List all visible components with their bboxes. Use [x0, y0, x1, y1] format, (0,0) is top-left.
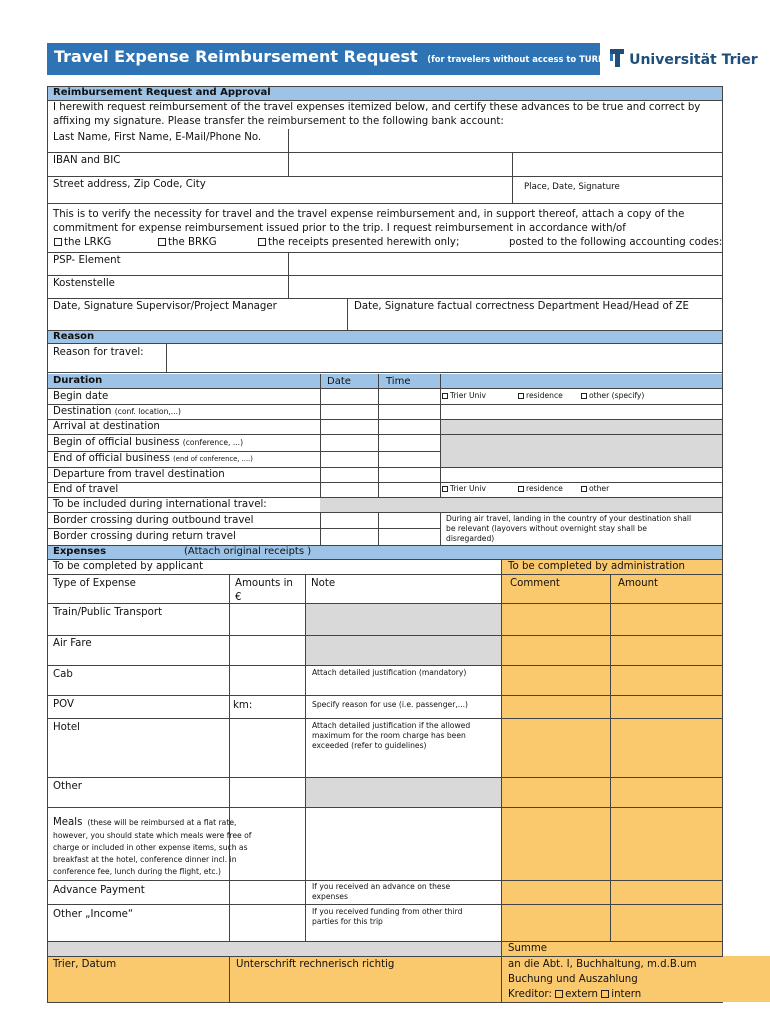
receipts-label: the receipts presented herewith only;: [268, 237, 460, 248]
psp-label: PSP- Element: [53, 255, 121, 266]
advance-note: [312, 882, 450, 902]
extern-checkbox[interactable]: [555, 990, 563, 998]
section-heading-duration-text: Duration: [53, 375, 103, 386]
col-amount: Amount: [618, 578, 659, 589]
section-heading-approval: [47, 86, 723, 100]
section-heading-approval-text: Reimbursement Request and Approval: [53, 87, 271, 98]
footer-fill-extension: [723, 956, 770, 1002]
lrkg-checkbox[interactable]: [54, 238, 62, 246]
col-amounts-line-1: Amounts in: [235, 578, 293, 589]
row-border-outbound: Border crossing during outbound travel: [53, 515, 254, 526]
extern-option[interactable]: [555, 989, 598, 1000]
row-begin-official: [53, 436, 243, 450]
abt-line-2: Buchung und Auszahlung: [508, 974, 638, 985]
air-note-line-3: disregarded): [446, 534, 495, 543]
trier-datum-label: Trier, Datum: [53, 959, 117, 970]
end-trier-checkbox[interactable]: [442, 486, 448, 492]
intern-checkbox[interactable]: [601, 990, 609, 998]
expense-air-fare: Air Fare: [53, 638, 92, 649]
col-type-of-expense: Type of Expense: [53, 578, 136, 589]
expense-meals: [53, 810, 251, 878]
name-field[interactable]: [289, 129, 722, 152]
section-heading-expenses-text: Expenses: [53, 546, 107, 557]
meals-note-line-3: charge or included in other expense items, such as: [53, 843, 248, 852]
row-begin-date: Begin date: [53, 391, 109, 402]
begin-other-option[interactable]: [581, 391, 644, 401]
place-date-signature-label: Place, Date, Signature: [524, 182, 620, 192]
col-amounts-line-2: €: [235, 592, 242, 603]
lrkg-label: the LRKG: [64, 237, 112, 248]
end-other-checkbox[interactable]: [581, 486, 587, 492]
row-destination: [53, 405, 181, 419]
section-heading-expenses: [47, 545, 723, 559]
address-field[interactable]: [289, 177, 512, 203]
option-brkg[interactable]: [158, 236, 217, 250]
destination-label: Destination: [53, 406, 112, 417]
end-residence-option[interactable]: [518, 484, 563, 494]
expense-other: Other: [53, 781, 82, 792]
col-time: Time: [386, 376, 411, 387]
begin-residence-checkbox[interactable]: [518, 393, 524, 399]
extern-label: extern: [565, 989, 598, 1000]
begin-other-checkbox[interactable]: [581, 393, 587, 399]
verify-line-1: This is to verify the necessity for travel and the travel expense reimbursement and, in support thereof, attach a copy of the: [53, 209, 685, 220]
row-international: To be included during international travel:: [53, 499, 267, 510]
grey-note-air: [305, 635, 501, 665]
grey-block-arrival: [440, 419, 723, 434]
pov-note: Specify reason for use (i.e. passenger,...): [312, 700, 468, 709]
pov-km-label: km:: [233, 700, 253, 711]
begin-official-note: (conference, ...): [182, 438, 244, 447]
end-trier-option[interactable]: [442, 484, 486, 493]
expense-pov: POV: [53, 699, 74, 710]
hotel-note: [312, 721, 470, 751]
option-receipts[interactable]: [258, 236, 459, 250]
grey-summe-left: [47, 941, 501, 956]
advance-note-line-2: expenses: [312, 892, 348, 901]
begin-trier-option[interactable]: [442, 391, 486, 400]
abt-line-1: an die Abt. I, Buchhaltung, m.d.B.um: [508, 959, 697, 970]
begin-trier-label: Trier Univ: [450, 391, 486, 400]
end-trier-label: Trier Univ: [450, 484, 486, 493]
expense-other-income: Other „Income“: [53, 909, 134, 920]
expense-train: Train/Public Transport: [53, 607, 163, 618]
begin-trier-checkbox[interactable]: [442, 393, 448, 399]
grey-note-train: [305, 604, 501, 635]
factual-signature-label: Date, Signature factual correctness Department Head/Head of ZE: [354, 301, 689, 312]
begin-location-options: [442, 391, 645, 401]
col-note: Note: [311, 578, 336, 589]
supervisor-signature-label: Date, Signature Supervisor/Project Manager: [53, 301, 277, 312]
logo-text: Universität Trier: [629, 52, 758, 68]
row-end-travel: End of travel: [53, 484, 119, 495]
expenses-attach-note: (Attach original receipts ): [184, 546, 312, 557]
iban-label: IBAN and BIC: [53, 155, 121, 166]
cab-note: Attach detailed justification (mandatory): [312, 668, 467, 677]
hotel-note-line-3: exceeded (refer to guidelines): [312, 741, 427, 750]
begin-residence-label: residence: [526, 391, 563, 400]
row-arrival: Arrival at destination: [53, 421, 160, 432]
grey-note-other: [305, 777, 501, 807]
col-comment: Comment: [510, 578, 560, 589]
destination-note: (conf. location,...): [114, 407, 182, 416]
expense-hotel: Hotel: [53, 722, 80, 733]
air-note-line-2: be relevant (layovers without overnight stay shall be: [446, 524, 647, 533]
applicant-label: To be completed by applicant: [53, 561, 204, 572]
advance-note-line-1: If you received an advance on these: [312, 882, 451, 891]
title-subtitle: (for travelers without access to TURM): [427, 54, 611, 64]
intern-option[interactable]: [601, 989, 641, 1000]
meals-note-line-5: conference fee, lunch during the flight, etc.): [53, 867, 221, 876]
begin-other-label: other (specify): [589, 391, 645, 400]
admin-label: To be completed by administration: [508, 561, 685, 572]
row-departure: Departure from travel destination: [53, 469, 225, 480]
summe-label: Summe: [508, 943, 548, 954]
end-official-label: End of official business: [53, 453, 170, 464]
option-lrkg[interactable]: [54, 236, 111, 250]
hotel-note-line-1: Attach detailed justification if the allowed: [312, 721, 471, 730]
posted-label: posted to the following accounting codes:: [509, 237, 723, 248]
reason-label: Reason for travel:: [53, 347, 144, 358]
kreditor-label: Kreditor:: [508, 989, 552, 1000]
air-note-line-1: During air travel, landing in the country of your destination shall: [446, 514, 692, 523]
grey-block-official: [440, 434, 723, 467]
admin-column-fill: [501, 603, 723, 941]
meals-note-line-1: (these will be reimbursed at a flat rate,: [87, 818, 237, 827]
begin-residence-option[interactable]: [518, 391, 563, 401]
end-other-label: other: [589, 484, 610, 493]
end-location-options: [442, 484, 610, 494]
air-travel-note: [446, 514, 691, 544]
iban-field[interactable]: [289, 153, 512, 176]
meals-label: Meals: [53, 817, 83, 828]
psp-field[interactable]: [289, 253, 722, 275]
title-text: Travel Expense Reimbursement Request: [54, 47, 418, 66]
meals-note-line-4: breakfast at the hotel, conference dinner incl. in: [53, 855, 237, 864]
income-note: [312, 907, 462, 927]
kreditor-line: [508, 988, 641, 1002]
intro-line-2: affixing my signature. Please transfer the reimbursement to the following bank account:: [53, 116, 504, 127]
hotel-note-line-2: maximum for the room charge has been: [312, 731, 466, 740]
logo-mark-icon: [610, 49, 624, 67]
kostenstelle-field[interactable]: [289, 276, 722, 298]
begin-official-label: Begin of official business: [53, 437, 180, 448]
income-note-line-1: If you received funding from other third: [312, 907, 463, 916]
end-residence-checkbox[interactable]: [518, 486, 524, 492]
meals-note-line-2: however, you should state which meals were free of: [53, 831, 252, 840]
university-logo: [610, 49, 758, 71]
section-heading-duration: [47, 374, 723, 388]
end-official-note: (end of conference, ....): [173, 455, 253, 463]
intern-label: intern: [611, 989, 642, 1000]
verify-line-2: commitment for expense reimbursement issued prior to the trip. I request reimbursement in accordance with/of: [53, 223, 626, 234]
name-label: Last Name, First Name, E-Mail/Phone No.: [53, 132, 262, 143]
section-heading-reason-text: Reason: [53, 331, 95, 342]
income-note-line-2: parties for this trip: [312, 917, 383, 926]
receipts-checkbox[interactable]: [258, 238, 266, 246]
col-amounts: [235, 577, 293, 605]
section-heading-reason: [47, 330, 723, 343]
unterschrift-label: Unterschrift rechnerisch richtig: [236, 959, 395, 970]
page-title: [54, 46, 610, 70]
grey-block-international: [320, 497, 723, 512]
expense-advance: Advance Payment: [53, 885, 145, 896]
end-residence-label: residence: [526, 484, 563, 493]
expense-cab: Cab: [53, 669, 73, 680]
address-label: Street address, Zip Code, City: [53, 179, 206, 190]
row-border-return: Border crossing during return travel: [53, 531, 236, 542]
brkg-label: the BRKG: [168, 237, 217, 248]
reason-field[interactable]: [167, 344, 722, 372]
col-date: Date: [327, 376, 351, 387]
brkg-checkbox[interactable]: [158, 238, 166, 246]
row-end-official: [53, 452, 253, 466]
intro-line-1: I herewith request reimbursement of the travel expenses itemized below, and certify these advances to be true and correct by: [53, 102, 701, 113]
kostenstelle-label: Kostenstelle: [53, 278, 115, 289]
end-other-option[interactable]: [581, 484, 609, 494]
